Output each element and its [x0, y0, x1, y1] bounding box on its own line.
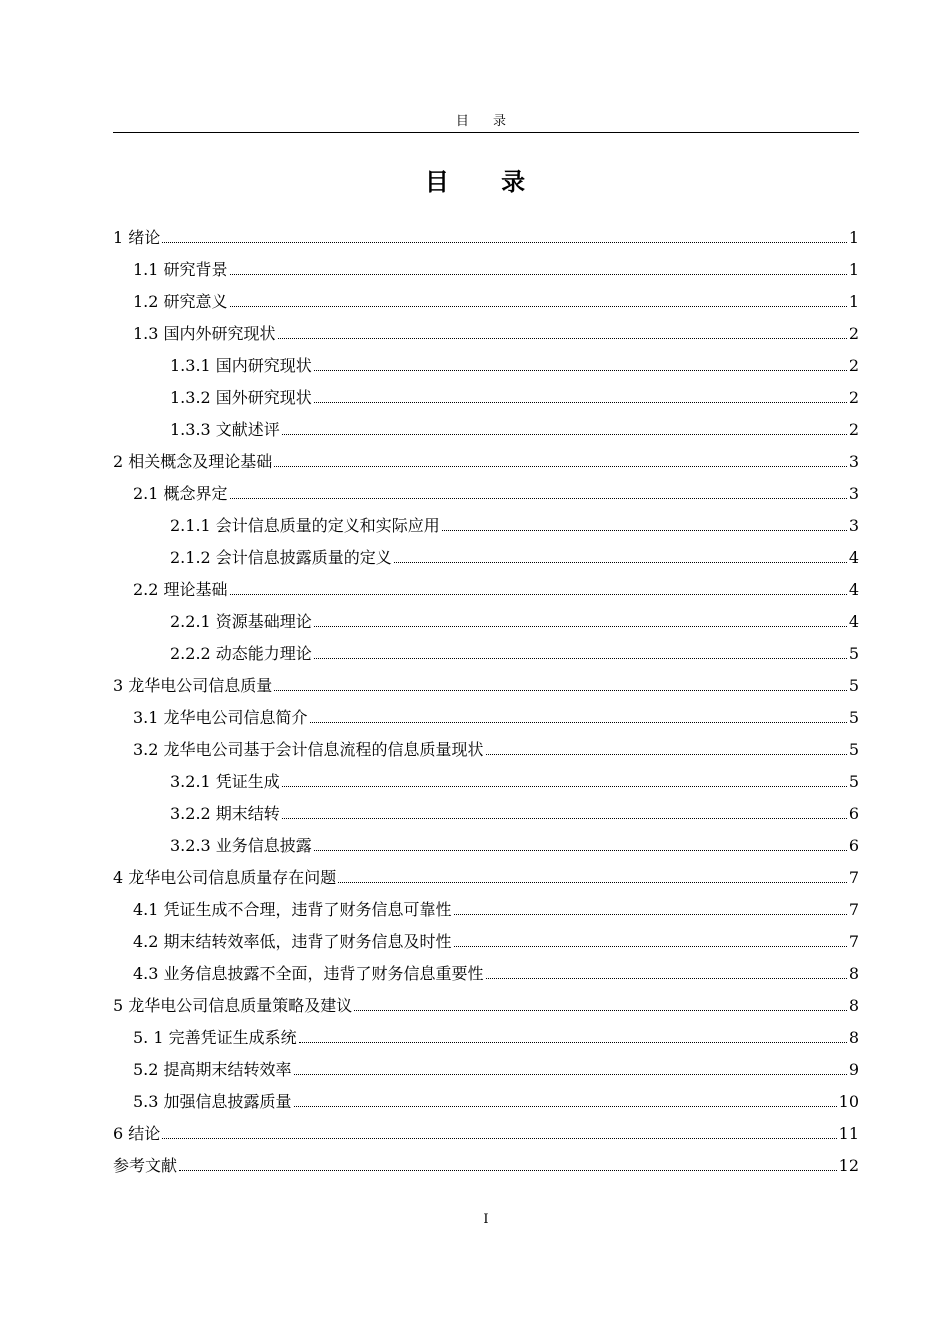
toc-entry-page: 6 [848, 836, 859, 855]
toc-leader-dots [282, 434, 847, 435]
toc-entry-title: 1.3 国内外研究现状 [133, 324, 276, 343]
toc-leader-dots [442, 530, 847, 531]
toc-entry-page: 1 [848, 292, 859, 311]
toc-entry-page: 8 [848, 996, 859, 1015]
toc-entry-page: 5 [848, 644, 859, 663]
toc-entry-title: 5.2 提高期末结转效率 [133, 1060, 292, 1079]
toc-entry-page: 3 [848, 452, 859, 471]
toc-entry-page: 4 [848, 548, 859, 567]
toc-entry-title: 1 绪论 [113, 228, 161, 247]
toc-entry-title: 3.2.1 凭证生成 [170, 772, 280, 791]
toc-leader-dots [179, 1170, 837, 1171]
toc-entry-title: 3.2.3 业务信息披露 [170, 836, 312, 855]
toc-entry-page: 9 [848, 1060, 859, 1079]
toc-entry-page: 7 [848, 900, 859, 919]
toc-entry-page: 8 [848, 964, 859, 983]
toc-entry-page: 2 [848, 420, 859, 439]
toc-entry-page: 6 [848, 804, 859, 823]
toc-leader-dots [274, 690, 847, 691]
toc-entry[interactable] [113, 1054, 859, 1086]
toc-leader-dots [454, 946, 847, 947]
toc-leader-dots [314, 850, 847, 851]
toc-entry[interactable] [113, 1118, 859, 1150]
toc-leader-dots [230, 306, 847, 307]
toc-entry-title: 6 结论 [113, 1124, 161, 1143]
toc-entry-page: 1 [848, 228, 859, 247]
table-of-contents [113, 222, 859, 1182]
toc-leader-dots [294, 1074, 847, 1075]
toc-entry-page: 7 [848, 868, 859, 887]
toc-entry-title: 2 相关概念及理论基础 [113, 452, 273, 471]
toc-entry[interactable] [113, 574, 859, 606]
toc-entry[interactable] [113, 318, 859, 350]
toc-leader-dots [454, 914, 847, 915]
toc-entry-title: 1.3.2 国外研究现状 [170, 388, 312, 407]
toc-entry[interactable] [113, 1150, 859, 1182]
toc-entry[interactable] [113, 734, 859, 766]
toc-leader-dots [230, 594, 847, 595]
toc-entry[interactable] [113, 222, 859, 254]
toc-entry-title: 2.2.2 动态能力理论 [170, 644, 312, 663]
toc-entry-title: 1.3.3 文献述评 [170, 420, 280, 439]
toc-entry-page: 10 [838, 1092, 859, 1111]
toc-entry[interactable] [113, 542, 859, 574]
toc-leader-dots [162, 242, 847, 243]
toc-entry-page: 2 [848, 324, 859, 343]
toc-entry-title: 2.1.1 会计信息质量的定义和实际应用 [170, 516, 440, 535]
toc-entry-page: 1 [848, 260, 859, 279]
toc-leader-dots [282, 786, 847, 787]
toc-entry-page: 8 [848, 1028, 859, 1047]
toc-entry-page: 4 [848, 580, 859, 599]
toc-entry[interactable] [113, 958, 859, 990]
running-header: 目 录 [455, 114, 517, 129]
toc-leader-dots [486, 754, 847, 755]
toc-entry[interactable] [113, 766, 859, 798]
toc-entry-title: 4.1 凭证生成不合理，违背了财务信息可靠性 [133, 900, 452, 919]
toc-entry[interactable] [113, 990, 859, 1022]
toc-entry-page: 5 [848, 708, 859, 727]
toc-leader-dots [162, 1138, 836, 1139]
toc-entry-title: 3.1 龙华电公司信息简介 [133, 708, 308, 727]
header-rule [113, 132, 859, 133]
toc-leader-dots [354, 1010, 847, 1011]
toc-leader-dots [314, 626, 847, 627]
toc-entry[interactable] [113, 926, 859, 958]
toc-entry-title: 5 龙华电公司信息质量策略及建议 [113, 996, 353, 1015]
toc-entry[interactable] [113, 894, 859, 926]
toc-entry[interactable] [113, 606, 859, 638]
page-title: 目 录 [424, 168, 548, 196]
toc-entry-page: 2 [848, 356, 859, 375]
toc-leader-dots [338, 882, 847, 883]
toc-entry-page: 5 [848, 740, 859, 759]
toc-entry-page: 12 [838, 1156, 859, 1175]
toc-entry-page: 7 [848, 932, 859, 951]
toc-entry[interactable] [113, 254, 859, 286]
toc-leader-dots [278, 338, 847, 339]
toc-entry-title: 2.1 概念界定 [133, 484, 228, 503]
toc-entry[interactable] [113, 350, 859, 382]
toc-entry-page: 11 [838, 1124, 859, 1143]
toc-entry-title: 4.2 期末结转效率低，违背了财务信息及时性 [133, 932, 452, 951]
toc-leader-dots [274, 466, 847, 467]
toc-entry-page: 5 [848, 772, 859, 791]
toc-entry[interactable] [113, 510, 859, 542]
toc-entry-title: 2.2 理论基础 [133, 580, 228, 599]
toc-entry-title: 5.3 加强信息披露质量 [133, 1092, 292, 1111]
toc-entry[interactable] [113, 830, 859, 862]
toc-entry-title: 3 龙华电公司信息质量 [113, 676, 273, 695]
toc-leader-dots [282, 818, 847, 819]
toc-entry[interactable] [113, 702, 859, 734]
toc-entry-page: 2 [848, 388, 859, 407]
toc-entry[interactable] [113, 1022, 859, 1054]
page-number: I [483, 1212, 489, 1227]
toc-entry-title: 2.2.1 资源基础理论 [170, 612, 312, 631]
toc-entry[interactable] [113, 382, 859, 414]
toc-entry-page: 3 [848, 484, 859, 503]
toc-leader-dots [230, 498, 847, 499]
toc-entry[interactable] [113, 670, 859, 702]
toc-leader-dots [230, 274, 847, 275]
toc-entry-page: 4 [848, 612, 859, 631]
toc-entry-title: 4 龙华电公司信息质量存在问题 [113, 868, 337, 887]
toc-leader-dots [314, 658, 847, 659]
toc-entry[interactable] [113, 862, 859, 894]
toc-entry[interactable] [113, 638, 859, 670]
toc-entry-title: 5. 1 完善凭证生成系统 [133, 1028, 297, 1047]
toc-entry[interactable] [113, 798, 859, 830]
toc-leader-dots [299, 1042, 847, 1043]
toc-leader-dots [310, 722, 847, 723]
toc-entry-title: 2.1.2 会计信息披露质量的定义 [170, 548, 392, 567]
toc-leader-dots [486, 978, 847, 979]
toc-entry-title: 1.3.1 国内研究现状 [170, 356, 312, 375]
toc-entry-title: 3.2 龙华电公司基于会计信息流程的信息质量现状 [133, 740, 484, 759]
toc-leader-dots [294, 1106, 837, 1107]
toc-entry[interactable] [113, 478, 859, 510]
toc-entry-title: 4.3 业务信息披露不全面，违背了财务信息重要性 [133, 964, 484, 983]
toc-entry-title: 参考文献 [113, 1156, 178, 1175]
toc-entry-page: 3 [848, 516, 859, 535]
toc-leader-dots [394, 562, 847, 563]
toc-entry-title: 3.2.2 期末结转 [170, 804, 280, 823]
toc-entry-title: 1.2 研究意义 [133, 292, 228, 311]
toc-entry[interactable] [113, 414, 859, 446]
toc-entry-page: 5 [848, 676, 859, 695]
toc-entry[interactable] [113, 286, 859, 318]
toc-entry[interactable] [113, 446, 859, 478]
toc-entry-title: 1.1 研究背景 [133, 260, 228, 279]
toc-entry[interactable] [113, 1086, 859, 1118]
toc-leader-dots [314, 402, 847, 403]
toc-leader-dots [314, 370, 847, 371]
